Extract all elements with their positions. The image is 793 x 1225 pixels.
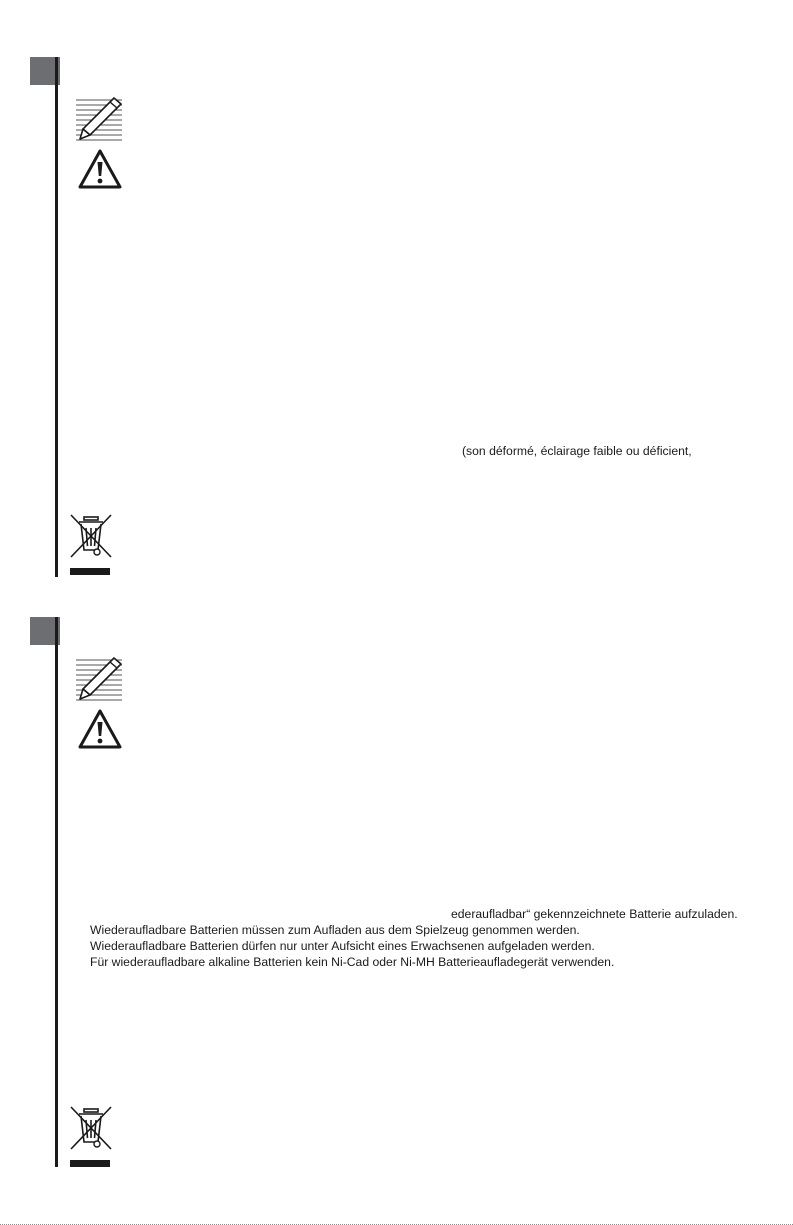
weee-bar [70, 1160, 110, 1167]
crossed-bin-icon [68, 1104, 114, 1152]
text-line: Wiederaufladbare Batterien müssen zum Aufladen aus dem Spielzeug genommen werden. [90, 923, 580, 937]
text-line: Wiederaufladbare Batterien dürfen nur unter Aufsicht eines Erwachsenen aufgeladen werden. [90, 939, 595, 953]
crossed-bin-icon [68, 512, 114, 560]
weee-bar [70, 568, 110, 575]
section-rule-de [55, 617, 58, 1167]
note-pencil-icon [74, 656, 124, 704]
text-line: ederaufladbar“ gekennzeichnete Batterie aufzuladen. [451, 907, 738, 921]
warning-triangle-icon [77, 148, 123, 190]
text-line: (son déformé, éclairage faible ou déficient, [462, 444, 692, 458]
section-rule-fr [55, 57, 58, 577]
warning-triangle-icon [77, 708, 123, 750]
text-line: Für wiederaufladbare alkaline Batterien kein Ni-Cad oder Ni-MH Batterieaufladegerät verwenden. [90, 955, 615, 969]
note-pencil-icon [74, 96, 124, 144]
